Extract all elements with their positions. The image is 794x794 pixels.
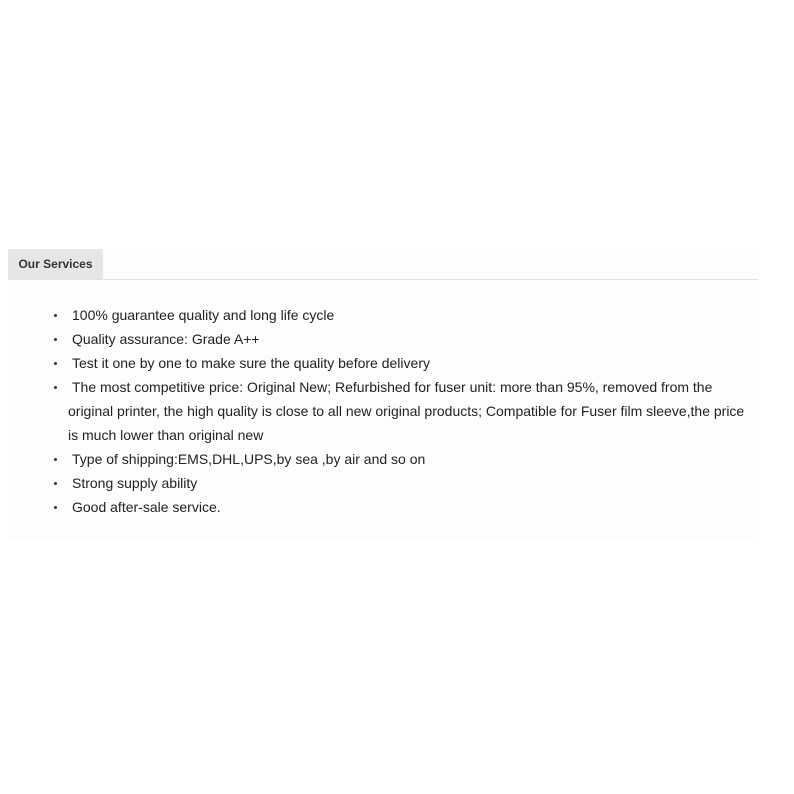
list-item-text: Type of shipping:EMS,DHL,UPS,by sea ,by air and so on bbox=[72, 451, 426, 467]
bullet-icon bbox=[54, 362, 57, 365]
list-item-text: Test it one by one to make sure the quality before delivery bbox=[72, 355, 430, 371]
bullet-icon bbox=[54, 314, 57, 317]
tab-our-services[interactable]: Our Services bbox=[8, 249, 103, 279]
services-list bbox=[68, 303, 748, 519]
list-item bbox=[68, 327, 748, 351]
list-item bbox=[68, 471, 748, 495]
tab-bar bbox=[8, 249, 758, 280]
list-item bbox=[68, 303, 748, 327]
list-item-text: The most competitive price: Original New; Refurbished for fuser unit: more than 95%, removed from the original printer, the high quality is close to all new original products; Compatible for Fuser film sleeve,the price is much lower than original new bbox=[68, 379, 745, 443]
list-item-text: Good after-sale service. bbox=[72, 499, 221, 515]
bullet-icon bbox=[54, 458, 57, 461]
bullet-icon bbox=[54, 482, 57, 485]
bullet-icon bbox=[54, 386, 57, 389]
bullet-icon bbox=[54, 338, 57, 341]
list-item-text: Strong supply ability bbox=[72, 475, 198, 491]
list-item-text: Quality assurance: Grade A++ bbox=[72, 331, 260, 347]
list-item-text: 100% guarantee quality and long life cycle bbox=[72, 307, 335, 323]
bullet-icon bbox=[54, 506, 57, 509]
list-item bbox=[68, 351, 748, 375]
list-item bbox=[68, 447, 748, 471]
services-section bbox=[8, 249, 758, 539]
list-item bbox=[68, 495, 748, 519]
list-item bbox=[68, 375, 748, 447]
